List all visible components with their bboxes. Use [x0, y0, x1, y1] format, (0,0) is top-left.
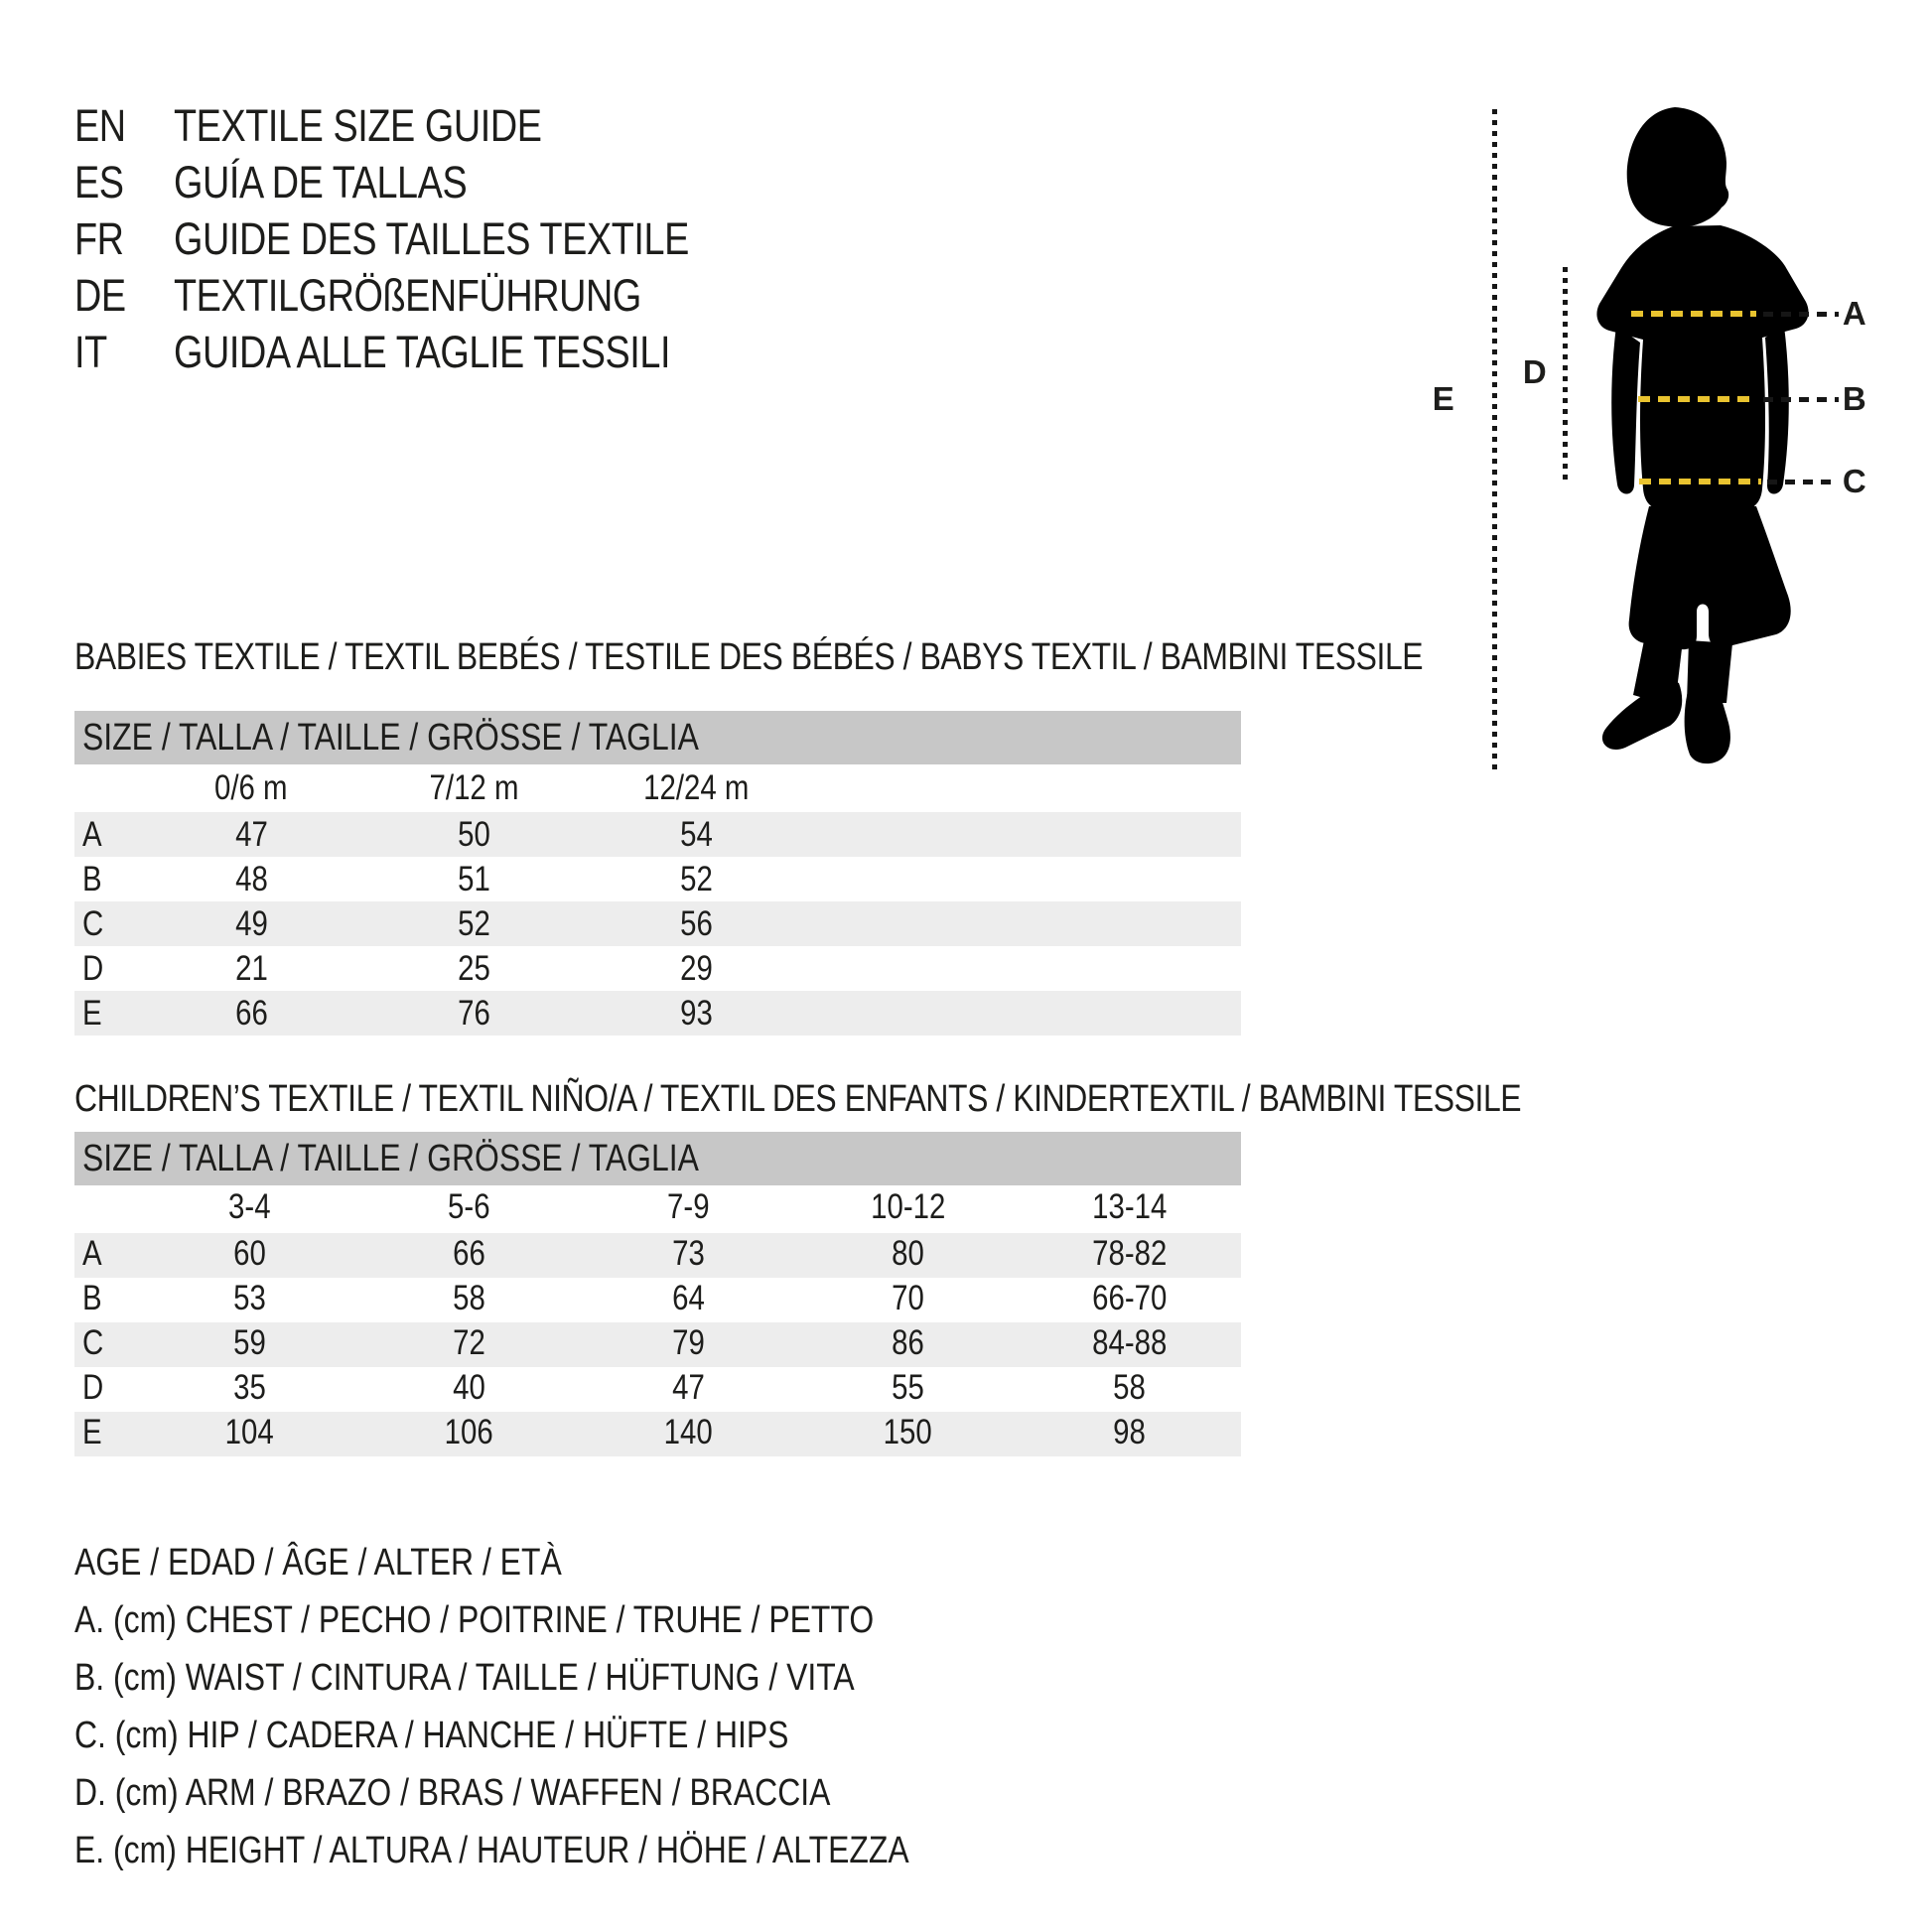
children-section-heading: CHILDREN’S TEXTILE / TEXTIL NIÑO/A / TEXTIL DES ENFANTS / KINDERTEXTIL / BAMBINI TESSILE — [74, 1078, 1522, 1120]
children-column-header: 3-4 — [228, 1187, 271, 1226]
legend-line-height: E. (cm) HEIGHT / ALTURA / HAUTEUR / HÖHE / ALTEZZA — [74, 1829, 909, 1871]
size-value: 58 — [453, 1279, 485, 1318]
language-row-fr — [74, 210, 787, 267]
arm-measure-label: D — [1522, 353, 1548, 390]
size-value: 25 — [457, 948, 490, 988]
size-value: 66-70 — [1091, 1279, 1168, 1318]
chest-line-leader-dash — [1763, 312, 1839, 317]
children-table-row-a — [74, 1233, 1241, 1278]
language-row-en — [74, 97, 787, 154]
babies-section-heading: BABIES TEXTILE / TEXTIL BEBÉS / TESTILE DES BÉBÉS / BABYS TEXTIL / BAMBINI TESSILE — [74, 636, 1424, 678]
size-value: 76 — [457, 993, 490, 1033]
silhouette-right-arm — [1765, 326, 1789, 494]
children-column-header: 10-12 — [870, 1187, 946, 1226]
silhouette-left-arm — [1611, 326, 1640, 494]
size-value: 72 — [453, 1323, 485, 1363]
size-value: 21 — [234, 948, 268, 988]
size-value: 106 — [444, 1413, 494, 1452]
babies-size-header-bar: SIZE / TALLA / TAILLE / GRÖSSE / TAGLIA — [74, 711, 1241, 764]
size-value: 73 — [672, 1234, 705, 1274]
language-code: ES — [74, 156, 124, 207]
babies-column-header-row — [74, 764, 1241, 812]
hip-line-leader-dash — [1767, 480, 1839, 484]
language-code: FR — [74, 212, 124, 264]
chest-measure-label: A — [1842, 295, 1867, 332]
babies-column-header: 0/6 m — [214, 768, 288, 807]
hip-measure-label: C — [1842, 463, 1867, 499]
language-row-it — [74, 324, 787, 380]
size-value: 64 — [672, 1279, 705, 1318]
babies-table-row-c — [74, 901, 1241, 946]
size-value: 60 — [233, 1234, 266, 1274]
waist-line-leader-dash — [1763, 397, 1839, 402]
language-code: IT — [74, 326, 107, 377]
row-label: B — [82, 859, 102, 898]
row-label: A — [82, 814, 102, 854]
language-title: GUÍA DE TALLAS — [174, 156, 468, 207]
language-row-es — [74, 154, 787, 210]
row-label: D — [82, 948, 104, 988]
babies-table-row-b — [74, 857, 1241, 901]
arm-measure-dotted-line — [1563, 267, 1568, 483]
size-value: 56 — [679, 903, 713, 943]
children-column-header: 7-9 — [667, 1187, 710, 1226]
legend-line-chest: A. (cm) CHEST / PECHO / POITRINE / TRUHE / PETTO — [74, 1598, 875, 1641]
language-title: TEXTILGRÖßENFÜHRUNG — [174, 269, 641, 321]
size-value: 40 — [453, 1368, 485, 1408]
babies-column-header: 7/12 m — [429, 768, 518, 807]
silhouette-head — [1627, 107, 1728, 227]
waist-measure-label: B — [1842, 380, 1867, 417]
size-value: 84-88 — [1091, 1323, 1168, 1363]
size-value: 150 — [883, 1413, 933, 1452]
children-table-row-b — [74, 1278, 1241, 1322]
height-measure-label: E — [1432, 380, 1455, 417]
babies-column-header: 12/24 m — [642, 768, 750, 807]
size-value: 35 — [233, 1368, 266, 1408]
size-value: 86 — [892, 1323, 924, 1363]
hip-line-yellow-dash — [1639, 479, 1761, 484]
children-column-header-row — [74, 1185, 1241, 1233]
legend-line-age: AGE / EDAD / ÂGE / ALTER / ETÀ — [74, 1541, 562, 1584]
size-value: 55 — [892, 1368, 924, 1408]
size-value: 59 — [233, 1323, 266, 1363]
children-size-table — [74, 1132, 1241, 1456]
row-label: C — [82, 903, 104, 943]
size-value: 52 — [457, 903, 490, 943]
size-value: 66 — [234, 993, 268, 1033]
silhouette-shorts — [1629, 506, 1791, 649]
size-value: 54 — [679, 814, 713, 854]
children-table-row-e — [74, 1412, 1241, 1456]
size-value: 93 — [679, 993, 713, 1033]
language-title: TEXTILE SIZE GUIDE — [174, 99, 542, 151]
size-value: 47 — [234, 814, 268, 854]
size-value: 51 — [457, 859, 490, 898]
legend-line-hip: C. (cm) HIP / CADERA / HANCHE / HÜFTE / HIPS — [74, 1714, 789, 1756]
language-title-list — [74, 97, 787, 380]
size-value: 53 — [233, 1279, 266, 1318]
children-size-header-bar: SIZE / TALLA / TAILLE / GRÖSSE / TAGLIA — [74, 1132, 1241, 1185]
size-value: 70 — [892, 1279, 924, 1318]
babies-size-table — [74, 711, 1241, 1035]
language-code: DE — [74, 269, 126, 321]
size-value: 98 — [1113, 1413, 1146, 1452]
language-title: GUIDA ALLE TAGLIE TESSILI — [174, 326, 671, 377]
row-label: E — [82, 1413, 102, 1452]
row-label: A — [82, 1234, 102, 1274]
legend-line-waist: B. (cm) WAIST / CINTURA / TAILLE / HÜFTUNG / VITA — [74, 1656, 855, 1699]
children-column-header: 5-6 — [448, 1187, 490, 1226]
size-value: 47 — [672, 1368, 705, 1408]
children-table-row-d — [74, 1367, 1241, 1412]
language-title: GUIDE DES TAILLES TEXTILE — [174, 212, 689, 264]
row-label: E — [82, 993, 102, 1033]
language-row-de — [74, 267, 787, 324]
size-value: 52 — [679, 859, 713, 898]
size-value: 79 — [672, 1323, 705, 1363]
legend-line-arm: D. (cm) ARM / BRAZO / BRAS / WAFFEN / BRACCIA — [74, 1771, 831, 1814]
language-code: EN — [74, 99, 126, 151]
size-value: 48 — [234, 859, 268, 898]
size-value: 66 — [453, 1234, 485, 1274]
size-value: 49 — [234, 903, 268, 943]
size-value: 140 — [663, 1413, 714, 1452]
size-value: 29 — [679, 948, 713, 988]
children-table-row-c — [74, 1322, 1241, 1367]
children-column-header: 13-14 — [1091, 1187, 1168, 1226]
row-label: D — [82, 1368, 104, 1408]
row-label: C — [82, 1323, 104, 1363]
babies-table-row-e — [74, 991, 1241, 1035]
waist-line-yellow-dash — [1638, 396, 1754, 402]
measurement-legend — [74, 1534, 1068, 1879]
babies-table-row-d — [74, 946, 1241, 991]
babies-table-row-a — [74, 812, 1241, 857]
measurement-figure — [1430, 55, 1932, 829]
size-value: 104 — [224, 1413, 275, 1452]
size-value: 78-82 — [1091, 1234, 1168, 1274]
size-value: 50 — [457, 814, 490, 854]
chest-line-yellow-dash — [1631, 311, 1756, 317]
row-label: B — [82, 1279, 102, 1318]
size-value: 80 — [892, 1234, 924, 1274]
size-value: 58 — [1113, 1368, 1146, 1408]
